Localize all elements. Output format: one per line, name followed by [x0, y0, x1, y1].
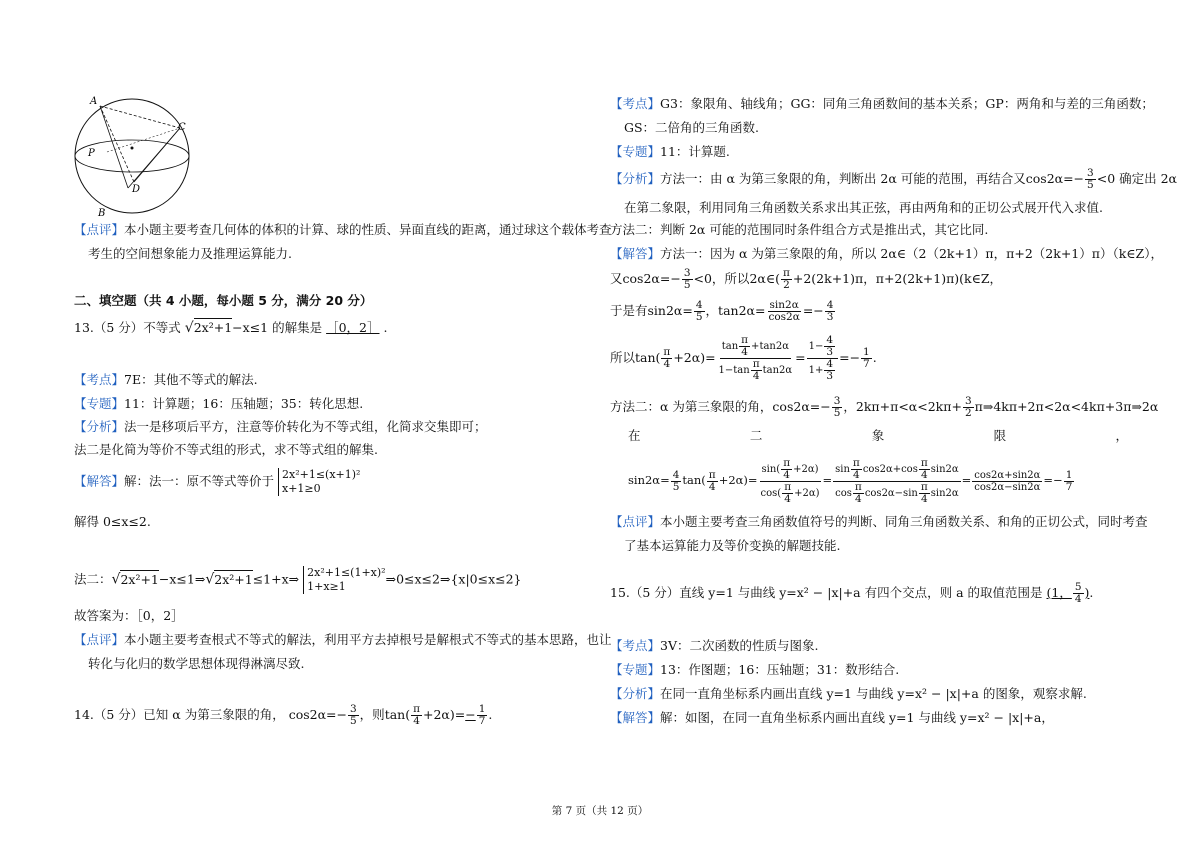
q14-analysis-frac: $\frac{3}{5}$ [1087, 167, 1094, 191]
q13-method2-a: 法二： [74, 571, 112, 587]
q13-comment-1 [74, 632, 612, 648]
q13-method2-f: ⇒0≤x≤2⇒{x|0≤x≤2} [385, 571, 522, 587]
label-c: C [178, 122, 186, 133]
q14-cos-frac: $\frac{3}{5}$ [349, 703, 357, 727]
section-title: 二、填空题（共 4 小题，每小题 5 分，满分 20 分） [74, 293, 373, 308]
q14-analysis-1b: cos2α=− [1025, 171, 1085, 186]
tag-comment: 【点评】 [74, 632, 125, 647]
segment-cd [134, 128, 180, 182]
tag-knowledge: 【考点】 [610, 96, 661, 111]
q13-analysis-text-1: 法一是移项后平方，注意等价转化为不等式组，化简求交集即可； [124, 419, 487, 434]
q13-topic [74, 396, 363, 412]
segment-ac [100, 106, 180, 128]
q14-comment-text-1: 本小题主要考查三角函数值符号的判断、同角三角函数关系、和角的正切公式，同时考查 [660, 514, 1148, 529]
q13-knowledge [74, 372, 258, 388]
q13-solution [74, 468, 360, 496]
q14-mid: ，则 [359, 707, 385, 722]
q15-pre: 15.（5 分）直线 y=1 与曲线 y=x² − |x|+a 有四个交点，则 a 的取值范围是 [610, 585, 1043, 600]
q15-topic [610, 662, 899, 678]
q14-topic [610, 144, 730, 160]
q14-analysis-1a: 方法一：由 α 为第三象限的角，判断出 2α 可能的范围，再结合又 [660, 171, 1026, 186]
q13-comment-text-1: 本小题主要考查根式不等式的解法，利用平方去掉根号是解根式不等式的基本思路，也让 [124, 632, 612, 647]
tag-solution: 【解答】 [74, 473, 125, 489]
q13-analysis-2: 法二是化简为等价不等式组的形式，求不等式组的解集. [74, 442, 378, 457]
q14-solution-5: 方法二：α 为第三象限的角，cos2α=− $\frac{3}{5}$ ，2kπ+π<α<2kπ+ $\frac{3}{2}$ π⇒4kπ+2π<2α<4kπ+3π⇒2α [610, 395, 1159, 419]
q12-comment-text-1: 本小题主要考查几何体的体积的计算、球的性质、异面直线的距离，通过球这个载体考查 [124, 222, 612, 237]
q13-knowledge-text: 7E：其他不等式的解法. [124, 372, 258, 387]
label-p: P [88, 148, 95, 159]
page-footer: 第 7 页（共 12 页） [551, 805, 649, 817]
tag-comment: 【点评】 [74, 222, 125, 237]
q13-method2-b: 2x²+1 [120, 571, 159, 587]
q14-analysis-1c: <0 确定出 2α [1096, 171, 1178, 186]
tag-solution: 【解答】 [610, 710, 661, 725]
tag-topic: 【专题】 [610, 144, 661, 159]
q12-comment-line2: 考生的空间想象能力及推理运算能力. [88, 246, 292, 261]
segment-ad [100, 106, 134, 182]
q13-system-row-2: x+1≥0 [282, 482, 321, 495]
q14-pi-frac: $\frac{\pi}{4}$ [413, 703, 420, 727]
q13-system2-row-2: 1+x≥1 [307, 580, 346, 593]
q15-solution [610, 710, 1054, 726]
q13-system2-row-1: 2x²+1≤(1+x)² [307, 566, 386, 579]
q13-comment-2: 转化与化归的数学思想体现得淋漓尽致. [88, 656, 305, 671]
q13-method2: 法二：√2x²+1−x≤1⇒√2x²+1≤1+x⇒ 2x²+1≤(1+x)² 1+x≥1 ⇒0≤x≤2⇒{x|0≤x≤2} [74, 566, 522, 593]
q13-final: 故答案为：［0，2］ [74, 608, 184, 623]
q14-analysis-3: 方法二：判断 2α 可能的范围同时条件组合方式是推出式，其它比同. [610, 222, 989, 237]
tag-topic: 【专题】 [74, 396, 125, 411]
q14-comment-2: 了基本运算能力及等价变换的解题技能. [624, 538, 841, 553]
segment-ab [100, 106, 128, 188]
q13-answer: ［0，2］ [326, 320, 380, 335]
q14-knowledge-text-1: G3：象限角、轴线角；GG：同角三角函数间的基本关系；GP：两角和与差的三角函数； [660, 96, 1154, 111]
label-a: A [90, 96, 98, 107]
q14-comment-1 [610, 514, 1148, 530]
q13-topic-text: 11：计算题；16：压轴题；35：转化思想. [124, 396, 364, 411]
q15-analysis-text: 在同一直角坐标系内画出直线 y=1 与曲线 y=x² − |x|+a 的图象，观察求解. [660, 686, 1087, 701]
tag-knowledge: 【考点】 [610, 638, 661, 653]
sphere-center [131, 147, 134, 150]
q13-question: 13.（5 分）不等式 √2x²+1−x≤1 的解集是 ［0，2］ . [74, 320, 388, 336]
q15-question: 15.（5 分）直线 y=1 与曲线 y=x² − |x|+a 有四个交点，则 a 的取值范围是 (1， $\frac{5}{4}$ ). [610, 581, 1094, 605]
tag-analysis: 【分析】 [610, 171, 661, 186]
q14-solution-3: 于是有sin2α= $\frac{4}{5}$ ，tan2α= $\frac{\sin 2\alpha}{\cos 2\alpha}$ =− $\frac{4}{3}$ [610, 299, 834, 323]
q13-end: . [383, 320, 388, 335]
q15-topic-text: 13：作图题；16：压轴题；31：数形结合. [660, 662, 900, 677]
tag-knowledge: 【考点】 [74, 372, 125, 387]
tag-solution: 【解答】 [610, 246, 661, 261]
q13-post: 的解集是 [272, 320, 323, 335]
tag-analysis: 【分析】 [74, 419, 125, 434]
q14-solution-6: sin2α= $\frac{4}{5}$ tan( $\frac{\pi}{4}$ +2α)= sin( $\frac{\pi}{4}$ +2α) cos( $\frac{\pi}{4}$ +2α) = sin $\frac{\pi}{4}$ cos2α+cos $\frac{\pi}{4}$ sin2α cos $\frac{\pi}{4}$ cos2α−sin $\frac{\pi}{4}$ sin2α = $\frac{\cos 2\alpha+\sin 2\alpha}{\cos 2\alpha-\sin 2\alpha}$ =− $\frac{1}{7}$ [628, 456, 1073, 505]
q13-system-2 [303, 566, 385, 594]
q13-solution-pre: 解：法一：原不等式等价于 [124, 473, 275, 489]
label-b: B [98, 208, 106, 219]
tag-topic: 【专题】 [610, 662, 661, 677]
tag-analysis: 【分析】 [610, 686, 661, 701]
q14-spread-line: 在 二 象 限 ， [628, 428, 1128, 443]
q15-knowledge-text: 3V：二次函数的性质与图象. [660, 638, 819, 653]
q13-system-row-1: 2x²+1≤(x+1)² [282, 468, 361, 481]
q12-comment-line1 [74, 222, 612, 238]
q13-method2-c: −x≤1⇒ [158, 571, 206, 587]
q13-pre: 13.（5 分）不等式 [74, 320, 181, 335]
q14-solution-4: 所以tan( $\frac{\pi}{4}$ +2α)= tan $\frac{\pi}{4}$ +tan2α 1−tan $\frac{\pi}{4}$ tan2α = 1− $\frac{4}{3}$ 1+ $\frac{4}{3}$ =− $\frac{1}{7}$ . [610, 334, 877, 382]
q13-system [278, 468, 360, 496]
tag-comment: 【点评】 [610, 514, 661, 529]
sphere-figure [74, 92, 194, 220]
q14-pre: 14.（5 分）已知 α 为第三象限的角， [74, 707, 285, 722]
q14-solution-text-1: 方法一：因为 α 为第三象限的角，所以 2α∈（2（2k+1）π，π+2（2k+1）π）（k∈Z）， [660, 246, 1163, 261]
label-d: D [132, 184, 141, 195]
q14-tan: tan( [384, 707, 411, 722]
q14-knowledge-2: GS：二倍角的三角函数. [624, 120, 760, 135]
q14-analysis-2: 在第二象限，利用同角三角函数关系求出其正弦，再由两角和的正切公式展开代入求值. [624, 200, 1103, 215]
q14-end: . [488, 707, 493, 722]
q13-method2-d: 2x²+1 [214, 571, 253, 587]
q13-result: 解得 0≤x≤2. [74, 514, 151, 529]
q13-method2-e: ≤1+x⇒ [252, 571, 300, 587]
q14-solution-1 [610, 246, 1163, 262]
q15-analysis [610, 686, 1087, 702]
q14-answer: − $\frac{1}{7}$ [465, 703, 486, 727]
q14-knowledge-1 [610, 96, 1154, 112]
q15-answer: (1， $\frac{5}{4}$ ) [1046, 581, 1090, 605]
q14-topic-text: 11：计算题. [660, 144, 730, 159]
q13-ineq-tail: −x≤1 [232, 320, 269, 335]
q14-cos: cos2α=− [288, 707, 347, 722]
q14-solution-2: 又cos2α=− $\frac{3}{5}$ <0，所以2α∈( $\frac{\pi}{2}$ +2(2k+1)π，π+2(2k+1)π)(k∈Z， [610, 267, 1003, 291]
q15-knowledge [610, 638, 818, 654]
q13-ineq: 2x²+1 [193, 320, 233, 335]
q14-analysis-1 [610, 164, 1177, 194]
q14-question [74, 700, 492, 730]
q13-analysis-1 [74, 419, 487, 435]
q15-solution-text: 解：如图，在同一直角坐标系内画出直线 y=1 与曲线 y=x² − |x|+a， [660, 710, 1054, 725]
q14-tan-tail: +2α)= [423, 707, 466, 722]
